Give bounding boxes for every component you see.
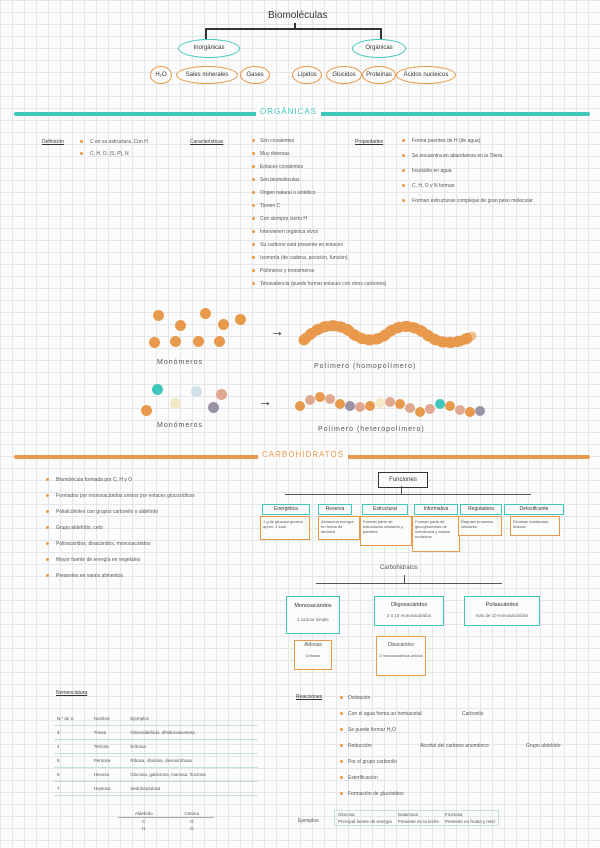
bullet <box>46 574 49 577</box>
bullet <box>252 256 255 259</box>
monomer-bead <box>218 319 229 330</box>
cell: O <box>190 819 194 824</box>
class-desc: más de 10 monosacáridos <box>475 613 529 618</box>
bullet <box>46 558 49 561</box>
connector <box>316 583 502 584</box>
bullet <box>46 526 49 529</box>
bullet <box>252 191 255 194</box>
glucidos-node: Glúcidos <box>326 66 362 84</box>
monomer-bead <box>170 336 181 347</box>
bullet <box>252 217 255 220</box>
lipidos-node: Lípidos <box>292 66 322 84</box>
bullet <box>252 139 255 142</box>
bullet <box>80 140 83 143</box>
header-cell: Ejemplos <box>127 712 258 726</box>
bullet <box>402 154 405 157</box>
reaction-note: Alcohol del carbono anomérico <box>420 743 489 749</box>
carbo-point: Polisacáridos, disacáridos, monosacáridos <box>56 541 151 547</box>
monomer-bead <box>141 405 152 416</box>
h2o-node: H₂O <box>150 66 172 84</box>
proteinas-node: Proteínas <box>362 66 396 84</box>
reaction-item: Con el agua forma un hemiacetal <box>348 711 422 717</box>
function-informativa: Informativa <box>414 504 458 515</box>
carbo-point: Formados por monosacáridos unidos por enlaces glucosídicos <box>56 493 195 499</box>
header-cell: N.º de C <box>54 712 91 726</box>
function-detoxificante: Detoxificante <box>504 504 564 515</box>
cell: 5 <box>54 754 91 768</box>
subtype-desc: Cetosas <box>305 653 321 658</box>
carbo-point: Grupo aldehído, ceto <box>56 525 103 531</box>
reaction-item: Oxidación <box>348 695 371 701</box>
header-cell: Fructosa <box>444 812 463 817</box>
tree-title: Biomoléculas <box>268 10 328 21</box>
function-reserva: Reserva <box>318 504 352 515</box>
table-header <box>118 810 214 818</box>
class-desc: 1 azúcar simple <box>297 617 329 622</box>
connector <box>401 486 402 494</box>
arrow-icon: → <box>258 393 272 409</box>
bullet <box>340 696 343 699</box>
prop-item: Insoluble en agua <box>412 168 452 174</box>
connector <box>285 494 531 495</box>
table-header <box>335 811 499 819</box>
monomer-bead <box>235 314 246 325</box>
table-row <box>118 825 214 832</box>
cell: Presente en frutas y miel <box>444 819 495 824</box>
feature-item: Muy diversas <box>260 151 290 157</box>
feature-item: Origen natural o sintético <box>260 190 316 196</box>
props-label: Propiedades <box>355 139 384 145</box>
header-cell: Nombre <box>91 712 128 726</box>
homopolymer-label: Polímero (homopolímero) <box>314 363 417 370</box>
cell: C <box>142 819 146 824</box>
cell: 6 <box>54 768 91 782</box>
ejemplos-table <box>334 810 499 826</box>
table-row <box>54 726 258 740</box>
bullet <box>340 744 343 747</box>
carbo-point: Biomolécula formada por C, H y O <box>56 477 133 483</box>
feature-item: Polímeros y monómeros <box>260 268 315 274</box>
prop-item: Forman estructuras complejas de gran peso molecular <box>412 198 533 204</box>
bullet <box>46 494 49 497</box>
bullet <box>340 760 343 763</box>
bullet <box>340 728 343 731</box>
reaction-item: Por el grupo carbonilo <box>348 759 397 765</box>
def-label: Definición <box>42 139 64 145</box>
subtype-desc: 2 monosacáridos unidos <box>379 653 423 658</box>
bullet <box>252 269 255 272</box>
function-desc: Eliminan sustancias tóxicas <box>510 516 560 536</box>
class-label: Oligosacáridos <box>390 602 428 608</box>
prop-item: Se encuentra en abundancia en la Tierra <box>412 153 503 159</box>
nomenclatura-table <box>54 712 258 796</box>
feature-item: Con siempre cierto H <box>260 216 307 222</box>
table-header <box>54 712 258 726</box>
bullet <box>252 230 255 233</box>
cell: Gliceraldehído, dihidroxiacetona <box>127 726 258 740</box>
bullet <box>80 152 83 155</box>
feature-item: Son covalentes <box>260 138 295 144</box>
functions-title: Funciones <box>378 472 428 488</box>
acidos-node: Ácidos nucleicos <box>396 66 456 84</box>
bullet <box>46 542 49 545</box>
carbo-point: Presentes en varios alimentos <box>56 573 123 579</box>
feature-item: Tetravalencia (puede formar enlaces con otros carbonos) <box>260 281 387 287</box>
sales-node: Sales minerales <box>176 66 238 84</box>
table-row <box>54 782 258 796</box>
monomer-bead <box>175 320 186 331</box>
monomer-bead <box>208 402 219 413</box>
bullet <box>402 169 405 172</box>
table-row <box>54 768 258 782</box>
table-row <box>54 754 258 768</box>
monomer-label-2: Monómeros <box>157 422 203 429</box>
bullet <box>252 178 255 181</box>
bullet <box>252 243 255 246</box>
reaction-item: Formación de glucósidos <box>348 791 404 797</box>
class-polisacaridos <box>464 596 540 626</box>
features-label: Características <box>190 139 224 145</box>
class-oligosacaridos <box>374 596 444 626</box>
bullet <box>46 510 49 513</box>
monomer-bead <box>191 386 202 397</box>
carbo-point: Polialcoholes con grupos carbonilo o aldehído <box>56 509 159 515</box>
subtype-label: Disacáridos <box>387 642 415 648</box>
bullet <box>252 282 255 285</box>
cell: Principal fuente de energía <box>338 819 392 824</box>
monomer-bead <box>152 384 163 395</box>
ejemplos-label: Ejemplos <box>298 818 319 824</box>
bullet <box>46 478 49 481</box>
cell: Ribosa, ribulosa, desoxirribosa <box>127 754 258 768</box>
reaction-item: Esterificación <box>348 775 378 781</box>
bullet <box>252 204 255 207</box>
monomer-bead <box>216 389 227 400</box>
bullet <box>252 152 255 155</box>
cell: 7 <box>54 782 91 796</box>
bullet <box>402 184 405 187</box>
classes-title: Carbohidratos <box>380 565 418 571</box>
function-desc: Almacena energía en forma de almidón <box>318 516 360 540</box>
reaction-item: Se puede formar H₂O <box>348 727 397 733</box>
header-cell: Glucosa <box>338 812 355 817</box>
heteropolymer-chain <box>290 386 490 420</box>
function-desc: 1 g de glucosa genera aprox. 4 kcal <box>260 516 310 540</box>
header-cell: Cetona <box>170 810 214 818</box>
heteropolymer-label: Polímero (heteropolímero) <box>318 426 425 433</box>
cell: 4 <box>54 740 91 754</box>
bullet <box>340 776 343 779</box>
feature-item: Su carbono está presente en enlaces <box>260 242 343 248</box>
bullet <box>402 139 405 142</box>
cell: Tetrosa <box>91 740 128 754</box>
class-desc: 2 a 10 monosacáridos <box>386 613 432 618</box>
reacciones-title: Reacciones <box>296 694 323 700</box>
function-estructural: Estructural <box>362 504 408 515</box>
prop-item: Forma puentes de H (de agua) <box>412 138 481 144</box>
monomer-bead <box>193 336 204 347</box>
monomer-bead <box>153 310 164 321</box>
function-energetica: Energética <box>262 504 310 515</box>
monomer-bead <box>149 337 160 348</box>
class-label: Monosacáridos <box>294 603 332 609</box>
class-monosacaridos <box>286 596 340 634</box>
function-desc: Forman parte de estructuras celulares y paredes <box>360 516 412 546</box>
def-line: C, H, O, (S, P), N <box>90 151 129 157</box>
oligo-subtypes <box>376 636 426 676</box>
cell: 3 <box>54 726 91 740</box>
cell: Hexosa <box>91 768 128 782</box>
tree-connector <box>294 23 296 29</box>
table-row <box>118 818 214 826</box>
cell: Sedoheptulosa <box>127 782 258 796</box>
monomer-bead <box>214 336 225 347</box>
function-desc: Regulan procesos celulares <box>458 516 502 536</box>
monomer-bead <box>200 308 211 319</box>
def-line: C en su estructura. Con H <box>90 139 148 145</box>
feature-item: Son biomoléculas <box>260 177 300 183</box>
cell: Heptosa <box>91 782 128 796</box>
cell: Glucosa, galactosa, manosa, fructosa <box>127 768 258 782</box>
arrow-icon: → <box>270 323 284 339</box>
subtype-label: Aldosas <box>304 642 322 648</box>
reaction-item: Reducción <box>348 743 372 749</box>
feature-item: Isomería (de cadena, posición, función) <box>260 255 348 261</box>
inorganic-node: Inorgánicas <box>178 39 240 58</box>
carbohidratos-heading: CARBOHIDRATOS <box>258 450 348 459</box>
header-cell: Galactosa <box>397 812 419 817</box>
header-cell: Aldehído <box>118 810 170 818</box>
carbo-point: Mayor fuente de energía en vegetales <box>56 557 141 563</box>
table-row <box>54 740 258 754</box>
bullet <box>340 712 343 715</box>
prop-item: C, H, O y N forman <box>412 183 455 189</box>
feature-item: Enlaces covalentes <box>260 164 304 170</box>
cell: Presente en la leche <box>397 819 439 824</box>
feature-item: Intervienen orgánica vivos <box>260 229 319 235</box>
function-reguladora: Reguladora <box>460 504 502 515</box>
reaction-note: Carbonilo <box>462 711 484 717</box>
nomenclatura-title: Nomenclatura <box>56 690 88 696</box>
cell: H <box>142 826 146 831</box>
gases-node: Gases <box>240 66 270 84</box>
bullet <box>340 792 343 795</box>
organic-node: Orgánicas <box>352 39 406 58</box>
monomer-label: Monómeros <box>157 359 203 366</box>
connector <box>404 575 405 583</box>
cell: Eritrosa <box>127 740 258 754</box>
class-label: Polisacáridos <box>485 602 519 608</box>
bullet <box>402 199 405 202</box>
cell: Triosa <box>91 726 128 740</box>
table-row <box>335 818 499 826</box>
cell: O <box>190 826 194 831</box>
bullet <box>252 165 255 168</box>
feature-item: Tienen C <box>260 203 281 209</box>
function-desc: Forman parte de glucoproteínas de membrana y ácidos nucleicos <box>412 516 460 552</box>
mono-subtypes <box>294 640 332 670</box>
organicas-heading: ORGÁNICAS <box>256 107 321 116</box>
aldehido-cetona-table <box>118 810 214 832</box>
homopolymer-chain <box>296 308 486 352</box>
cell: Pentosa <box>91 754 128 768</box>
reaction-note: Grupo aldehído <box>526 743 561 749</box>
monomer-bead <box>170 398 181 409</box>
